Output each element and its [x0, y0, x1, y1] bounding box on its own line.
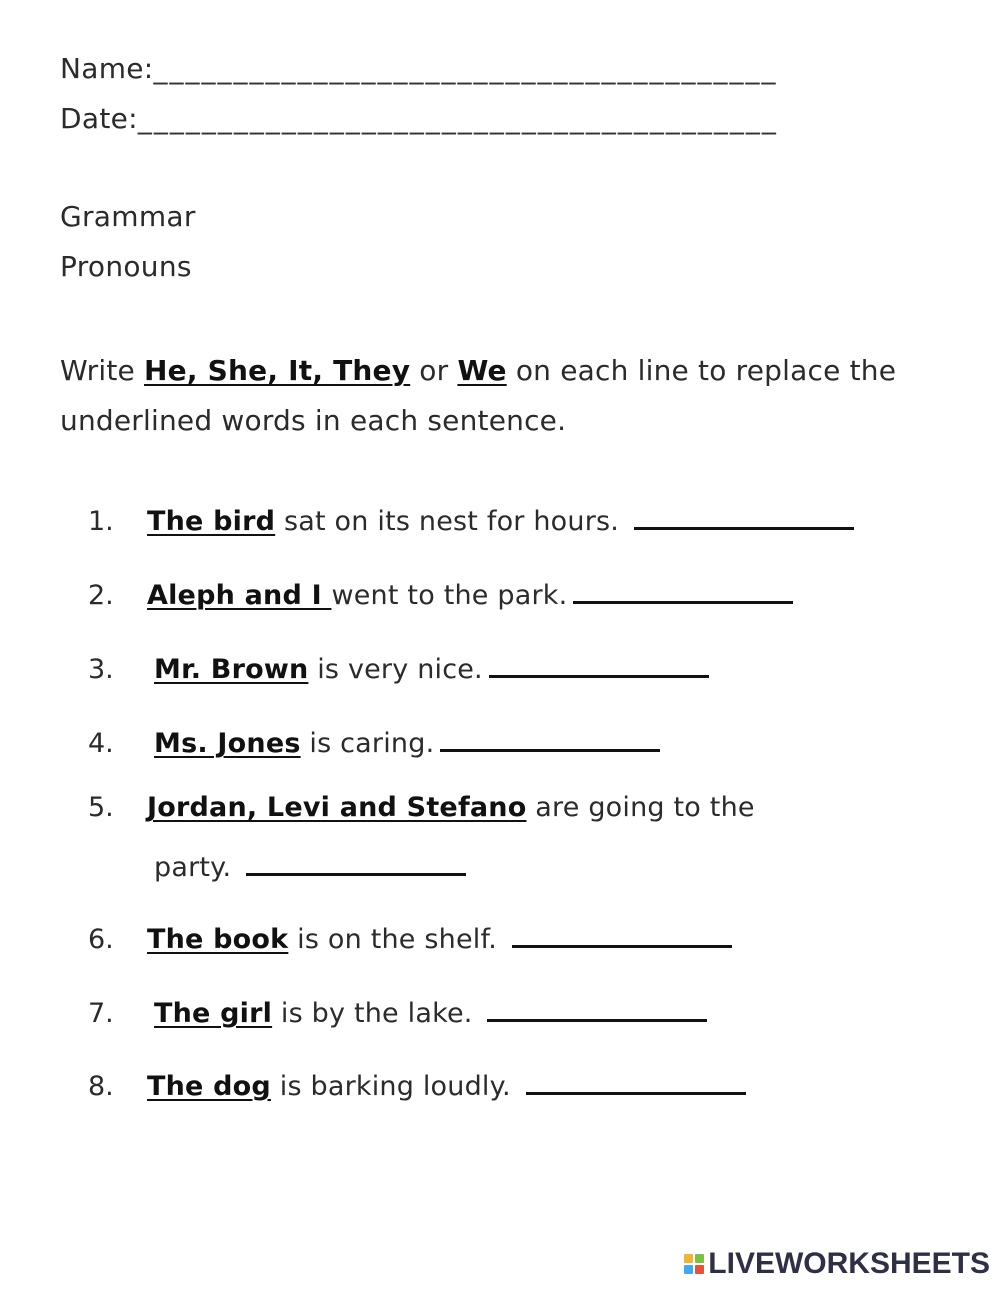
question-subject: Ms. Jones	[154, 728, 301, 759]
question-text: is barking loudly.	[270, 1071, 520, 1102]
topic-title: Pronouns	[60, 250, 192, 283]
date-row	[60, 102, 778, 135]
instruction-suffix: on each line to replace the underlined words in each sentence.	[60, 354, 897, 437]
answer-blank-6[interactable]	[512, 945, 732, 948]
question-3	[154, 654, 709, 685]
name-field[interactable]: _______________________________________	[153, 52, 778, 85]
question-5	[147, 792, 755, 823]
date-label: Date:	[60, 102, 138, 135]
name-label: Name:	[60, 52, 154, 85]
instructions	[60, 346, 920, 446]
question-1	[147, 506, 854, 537]
question-5-continuation	[154, 852, 466, 883]
question-8	[147, 1071, 746, 1102]
liveworksheets-logo-icon	[684, 1254, 704, 1274]
question-subject: The bird	[147, 506, 276, 537]
question-text: is very nice.	[308, 654, 483, 685]
question-subject: The girl	[154, 998, 273, 1029]
subject-title: Grammar	[60, 200, 196, 233]
question-text: went to the park.	[331, 580, 568, 611]
question-number: 5.	[88, 792, 114, 823]
question-number: 1.	[88, 506, 114, 537]
answer-blank-1[interactable]	[634, 527, 854, 530]
answer-blank-2[interactable]	[573, 601, 793, 604]
question-text: is by the lake.	[272, 998, 482, 1029]
question-subject: The book	[147, 924, 289, 955]
logo-text: LIVEWORKSHEETS	[708, 1247, 990, 1280]
question-subject: Mr. Brown	[154, 654, 309, 685]
question-number: 3.	[88, 654, 114, 685]
answer-blank-8[interactable]	[526, 1092, 746, 1095]
question-number: 6.	[88, 924, 114, 955]
question-text: is on the shelf.	[288, 924, 506, 955]
instruction-pronoun-we: We	[457, 354, 507, 387]
name-row	[60, 52, 778, 85]
instruction-prefix: Write	[60, 354, 145, 387]
instruction-pronouns-group: He, She, It, They	[144, 354, 411, 387]
question-text: sat on its nest for hours.	[275, 506, 628, 537]
answer-blank-3[interactable]	[489, 675, 709, 678]
question-number: 7.	[88, 998, 114, 1029]
answer-blank-5[interactable]	[246, 873, 466, 876]
question-subject: The dog	[147, 1071, 271, 1102]
liveworksheets-logo	[684, 1247, 990, 1281]
question-text: is caring.	[300, 728, 435, 759]
question-subject: Aleph and I	[147, 580, 332, 611]
instruction-connector: or	[410, 354, 458, 387]
question-6	[147, 924, 732, 955]
question-2	[147, 580, 793, 611]
question-4	[154, 728, 660, 759]
answer-blank-4[interactable]	[440, 749, 660, 752]
question-subject: Jordan, Levi and Stefano	[147, 792, 527, 823]
question-7	[154, 998, 707, 1029]
question-text: party.	[154, 852, 241, 883]
question-number: 4.	[88, 728, 114, 759]
question-text: are going to the	[526, 792, 755, 823]
answer-blank-7[interactable]	[487, 1019, 707, 1022]
question-number: 2.	[88, 580, 114, 611]
question-number: 8.	[88, 1071, 114, 1102]
date-field[interactable]: ________________________________________	[137, 102, 778, 135]
